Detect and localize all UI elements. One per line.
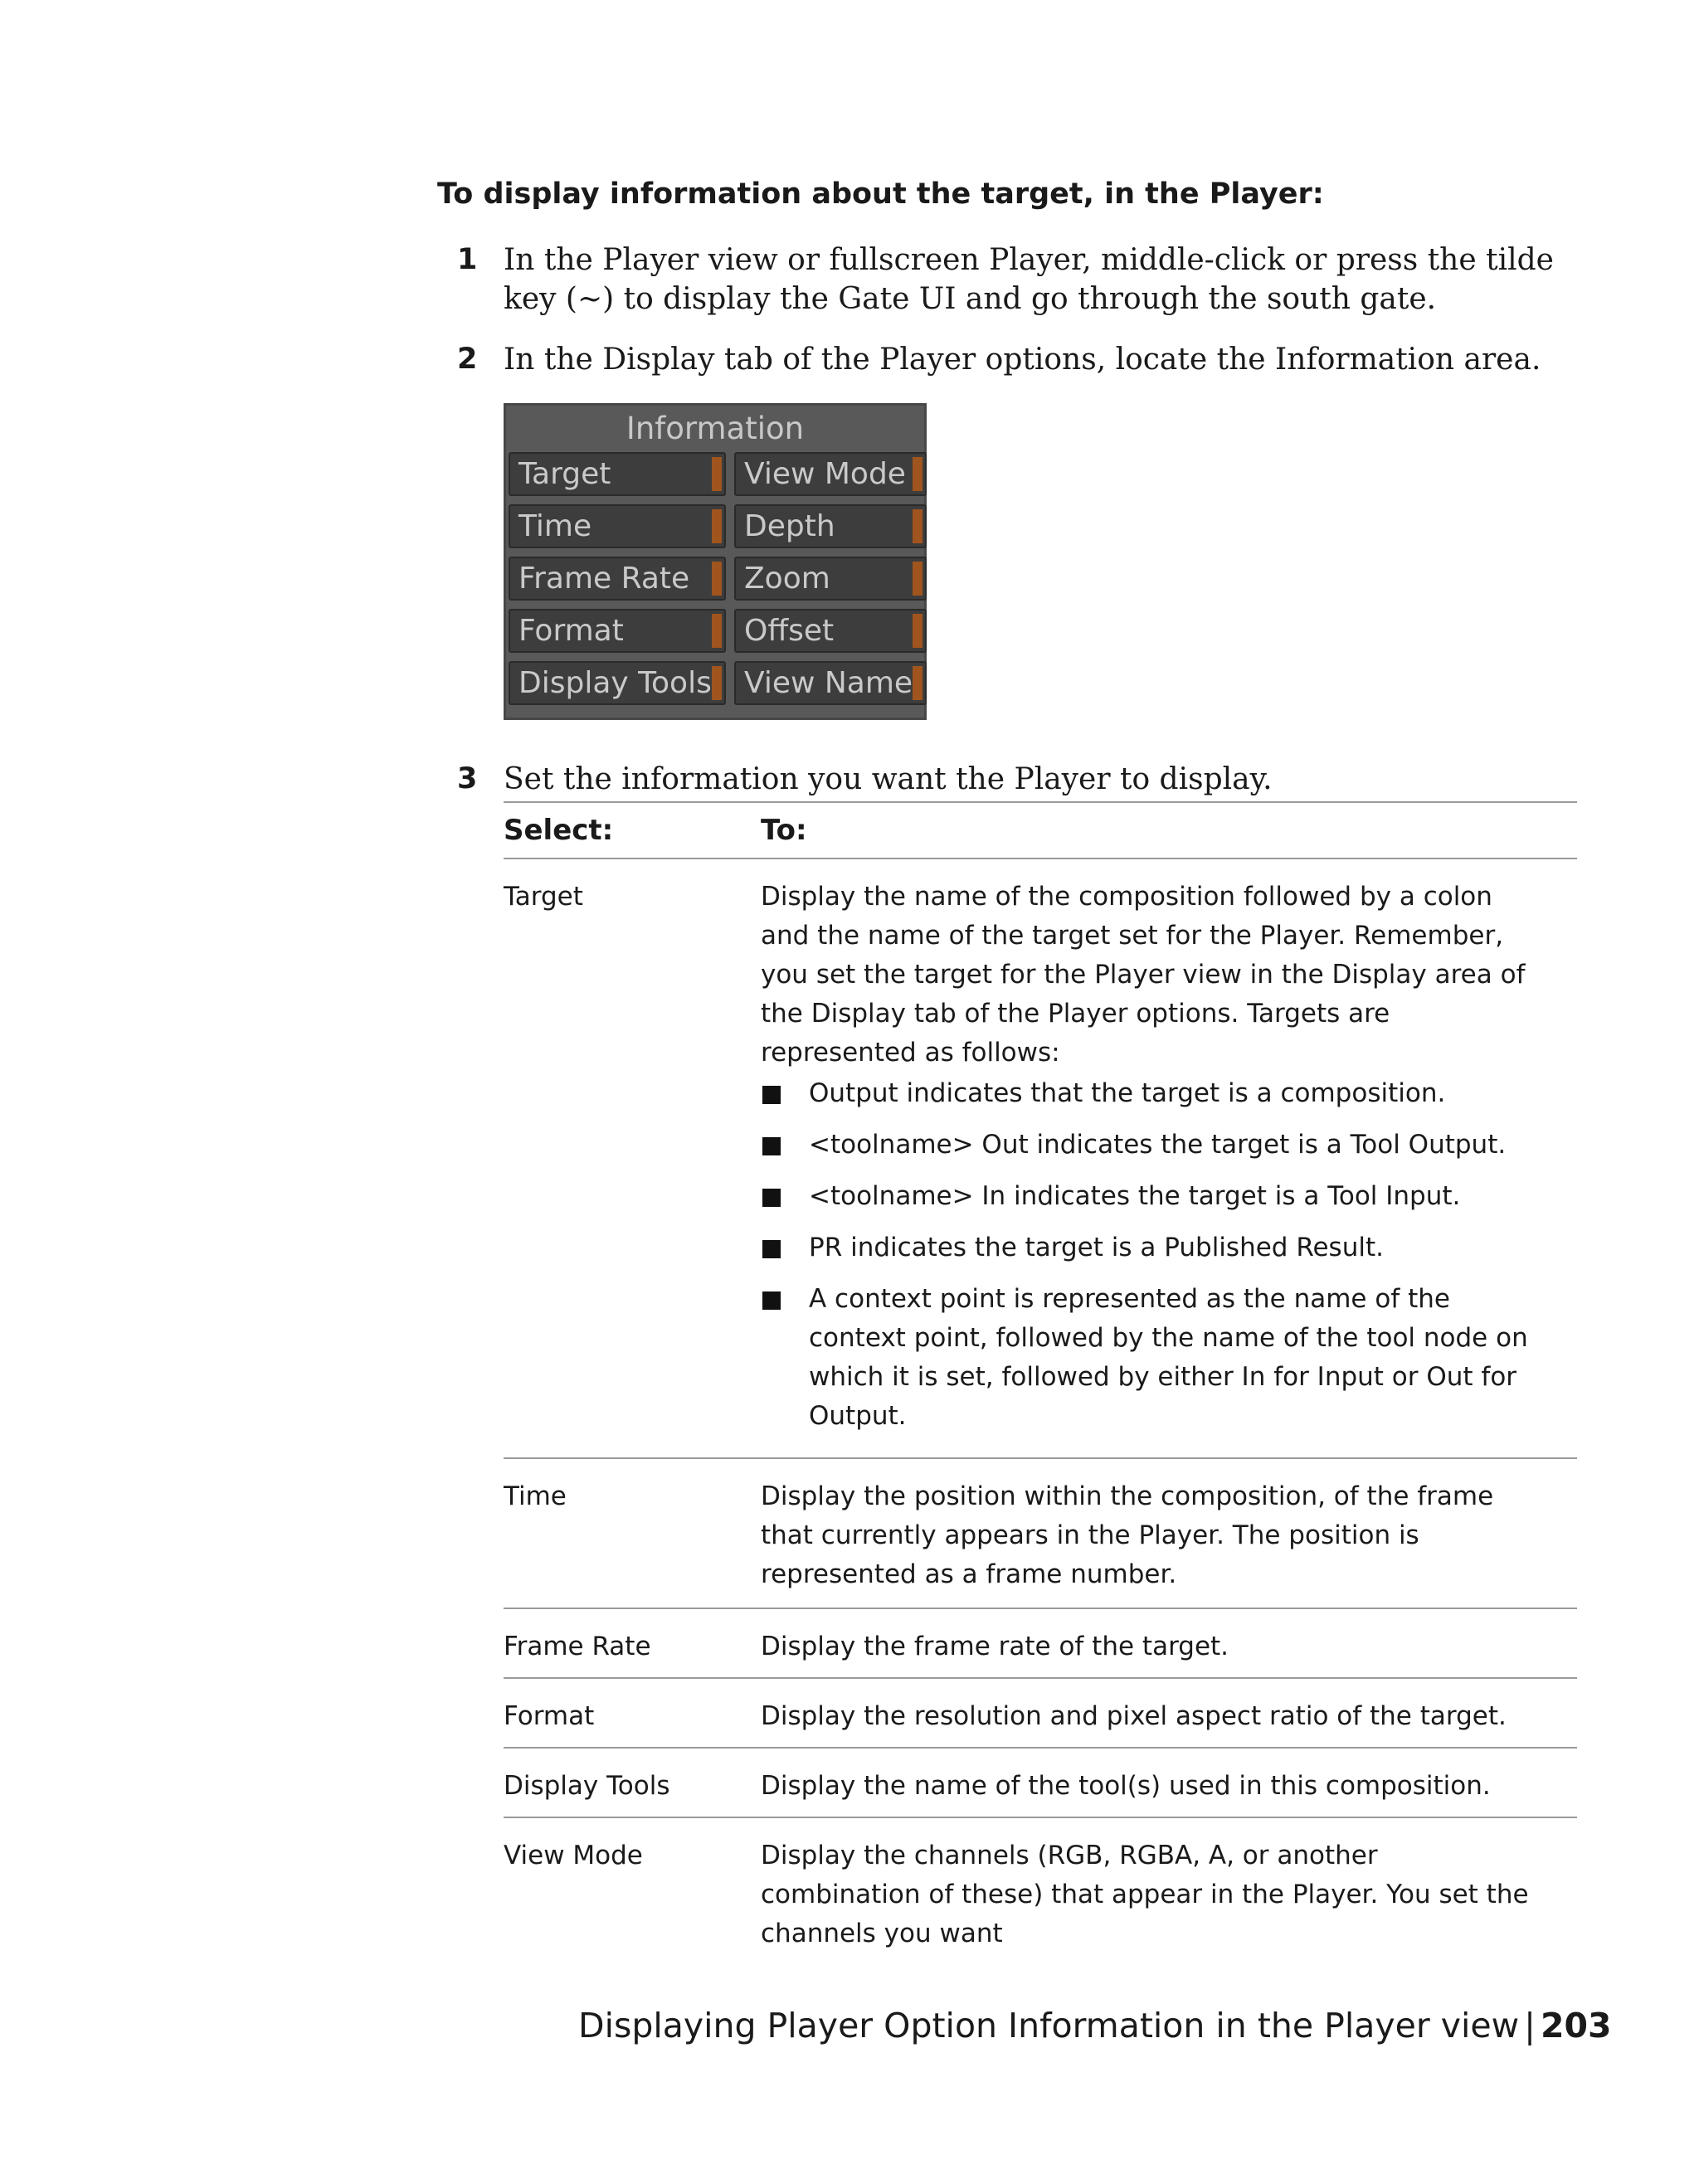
step-2 <box>437 340 1582 379</box>
step-number: 3 <box>457 762 478 795</box>
to-column-header: To: <box>761 813 807 847</box>
button-label: Zoom <box>744 562 830 596</box>
step-number: 2 <box>457 343 478 376</box>
square-bullet-icon <box>762 1291 781 1310</box>
step-text: In the Display tab of the Player options, locate the Information area. <box>504 343 1541 377</box>
button-label: Format <box>518 614 624 648</box>
select-cell: Frame Rate <box>504 1632 651 1661</box>
square-bullet-icon <box>762 1137 781 1155</box>
table-row <box>504 1749 1577 1818</box>
step-number: 1 <box>457 243 478 276</box>
description-text: Display the name of the composition followed by a colon and the name of the target set for the Player. Remember, you set the target for the Player view in the Display area of the Display tab of the Player options. Targets are represented as follows: <box>761 882 1526 1068</box>
footer-separator: | <box>1524 2006 1536 2045</box>
procedure-heading: To display information about the target, in the Player: <box>437 178 1324 211</box>
table-row <box>504 1818 1577 1953</box>
button-label: Display Tools <box>518 666 712 700</box>
table-row <box>504 859 1577 1459</box>
to-cell: Display the resolution and pixel aspect ratio of the target. <box>761 1701 1507 1731</box>
list-item: A context point is represented as the name of the context point, followed by the name of the tool node on which it is set, followed by either In for Input or Out for Output. <box>761 1280 1544 1436</box>
button-label: Target <box>518 457 611 491</box>
square-bullet-icon <box>762 1240 781 1258</box>
select-column-header: Select: <box>504 813 614 847</box>
toggle-indicator <box>712 666 722 700</box>
select-cell: Time <box>504 1481 567 1511</box>
to-cell <box>761 878 1577 1436</box>
to-cell: Display the channels (RGB, RGBA, A, or another combination of these) that appear in the Player. You set the channels you want <box>761 1841 1529 1948</box>
button-label: Frame Rate <box>518 562 690 596</box>
square-bullet-icon <box>762 1086 781 1104</box>
toggle-indicator <box>913 457 923 491</box>
offset-toggle-button[interactable] <box>734 609 927 653</box>
display-tools-toggle-button[interactable] <box>509 661 726 705</box>
format-toggle-button[interactable] <box>509 609 726 653</box>
step-1 <box>437 241 1582 319</box>
table-header <box>504 801 1577 859</box>
view-mode-toggle-button[interactable] <box>734 452 927 496</box>
depth-toggle-button[interactable] <box>734 504 927 548</box>
footer-title: Displaying Player Option Information in the Player view <box>578 2006 1520 2045</box>
zoom-toggle-button[interactable] <box>734 557 927 601</box>
toggle-indicator <box>913 562 923 596</box>
to-cell: Display the name of the tool(s) used in this composition. <box>761 1771 1491 1801</box>
square-bullet-icon <box>762 1189 781 1207</box>
list-item: <toolname> In indicates the target is a Tool Input. <box>761 1177 1544 1216</box>
options-table <box>504 801 1577 1953</box>
toggle-indicator <box>712 509 722 543</box>
toggle-indicator <box>712 562 722 596</box>
select-cell: Target <box>504 882 583 912</box>
step-text: Set the information you want the Player to display. <box>504 762 1273 796</box>
time-toggle-button[interactable] <box>509 504 726 548</box>
list-item: Output indicates that the target is a composition. <box>761 1074 1544 1113</box>
to-cell: Display the frame rate of the target. <box>761 1632 1229 1661</box>
toggle-indicator <box>913 509 923 543</box>
view-name-toggle-button[interactable] <box>734 661 927 705</box>
step-text: In the Player view or fullscreen Player, middle-click or press the tilde key (~) to display the Gate UI and go through the south gate. <box>504 243 1554 316</box>
toggle-indicator <box>712 457 722 491</box>
bullet-list <box>761 1074 1544 1436</box>
toggle-indicator <box>913 666 923 700</box>
table-row <box>504 1459 1577 1609</box>
table-row <box>504 1609 1577 1679</box>
button-label: View Mode <box>744 457 906 491</box>
page-number: 203 <box>1541 2006 1612 2045</box>
to-cell: Display the position within the composition, of the frame that currently appears in the Player. The position is represented as a frame number. <box>761 1481 1494 1589</box>
button-label: Depth <box>744 509 835 543</box>
list-item: PR indicates the target is a Published Result. <box>761 1228 1544 1267</box>
step-3 <box>437 760 1582 799</box>
select-cell: Format <box>504 1701 595 1731</box>
button-label: Offset <box>744 614 835 648</box>
frame-rate-toggle-button[interactable] <box>509 557 726 601</box>
table-row <box>504 1679 1577 1749</box>
select-cell: Display Tools <box>504 1771 670 1801</box>
target-toggle-button[interactable] <box>509 452 726 496</box>
button-label: Time <box>518 509 592 543</box>
information-button-grid <box>506 452 924 705</box>
information-panel <box>504 403 927 720</box>
button-label: View Name <box>744 666 913 700</box>
select-cell: View Mode <box>504 1841 643 1870</box>
toggle-indicator <box>712 614 722 648</box>
information-panel-title: Information <box>626 411 805 446</box>
list-item: <toolname> Out indicates the target is a Tool Output. <box>761 1126 1544 1165</box>
page-footer <box>578 2006 1612 2045</box>
toggle-indicator <box>913 614 923 648</box>
